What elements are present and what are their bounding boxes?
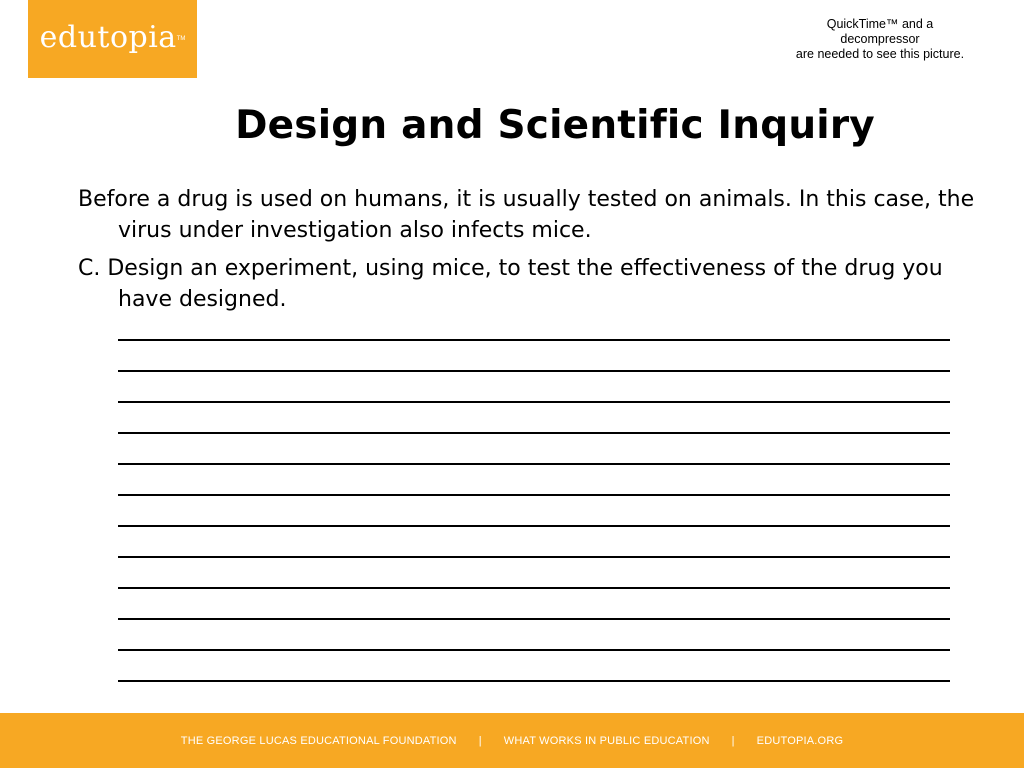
answer-line: [118, 620, 950, 651]
quicktime-notice-line: QuickTime™ and a: [826, 17, 934, 31]
answer-lines: [118, 310, 950, 682]
quicktime-notice-line: decompressor: [840, 32, 920, 46]
answer-line: [118, 465, 950, 496]
answer-line: [118, 403, 950, 434]
question-paragraph: C. Design an experiment, using mice, to test the effectiveness of the drug you have designed.: [78, 256, 943, 312]
answer-line: [118, 310, 950, 341]
answer-line: [118, 372, 950, 403]
answer-line: [118, 651, 950, 682]
footer-tagline: WHAT WORKS IN PUBLIC EDUCATION: [503, 734, 710, 747]
answer-line: [118, 589, 950, 620]
footer-foundation-name: THE GEORGE LUCAS EDUCATIONAL FOUNDATION: [180, 734, 457, 747]
answer-line: [118, 527, 950, 558]
footer-website: EDUTOPIA.ORG: [756, 734, 844, 747]
edutopia-logo: [28, 0, 197, 78]
footer-separator: |: [478, 734, 482, 747]
logo-wordmark: edutopia: [39, 20, 177, 55]
slide-title: Design and Scientific Inquiry: [235, 103, 875, 148]
answer-line: [118, 434, 950, 465]
intro-paragraph: Before a drug is used on humans, it is usually tested on animals. In this case, the virus under investigation also infects mice.: [78, 187, 975, 243]
answer-line: [118, 341, 950, 372]
logo-trademark: TM: [176, 36, 186, 42]
quicktime-notice-line: are needed to see this picture.: [795, 47, 965, 61]
footer-bar: [0, 713, 1024, 768]
slide-body: [78, 184, 978, 322]
answer-line: [118, 558, 950, 589]
answer-line: [118, 496, 950, 527]
quicktime-placeholder-notice: [760, 17, 1000, 62]
footer-separator: |: [731, 734, 735, 747]
